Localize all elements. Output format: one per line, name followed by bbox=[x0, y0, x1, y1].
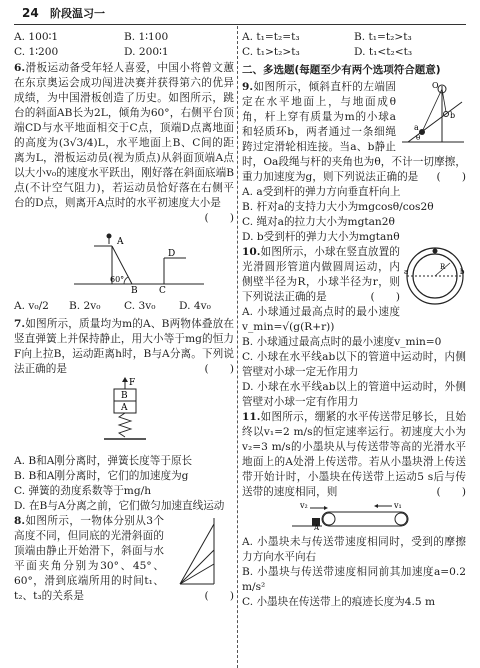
label-b: b bbox=[460, 268, 465, 276]
page-title: 阶段温习一 bbox=[50, 7, 105, 20]
answer-bracket: ( ) bbox=[204, 212, 234, 224]
question-7 bbox=[14, 317, 234, 514]
answer-bracket: ( ) bbox=[436, 486, 466, 498]
option: D. b受到杆的弹力大小为mgtanθ bbox=[242, 231, 400, 243]
question-text: 如图所示，倾斜直杆的左端固定在水平地面上，与地面成θ角，杆上穿有质量为m的小球a和轻质环b，两者通过一条细绳跨过定滑轮相连接。当a、b静止时，Oa段绳与杆的夹角也为θ，不计一切摩擦，重力加速度为g，则下列说法正确的是 bbox=[242, 81, 466, 183]
option: C. 弹簧的劲度系数等于mg/h bbox=[14, 485, 152, 497]
answer-bracket: ( ) bbox=[204, 590, 234, 602]
q8-options bbox=[242, 45, 466, 60]
option: C. 小墨块在传送带上的痕迹长度为4.5 m bbox=[242, 596, 436, 608]
label-R: R bbox=[440, 263, 446, 271]
label-v2: v₂ bbox=[300, 501, 308, 510]
question-number: 10. bbox=[242, 246, 261, 258]
option: C. t₁>t₂>t₃ bbox=[242, 46, 300, 58]
option: A. t₁=t₂=t₃ bbox=[242, 31, 300, 43]
label-C: C bbox=[159, 286, 166, 294]
label-B: B bbox=[121, 391, 128, 401]
question-9 bbox=[242, 80, 466, 245]
option: C. 小球在水平线ab以下的管道中运动时，内侧管壁对小球一定无作用力 bbox=[242, 351, 466, 378]
option: B. t₁=t₂>t₃ bbox=[354, 31, 412, 43]
option: D. 4v₀ bbox=[179, 300, 211, 312]
section-heading: 二、多选题(每题至少有两个选项符合题意) bbox=[242, 64, 441, 76]
left-column bbox=[14, 30, 234, 604]
question-text: 如图所示，绷紧的水平传送带足够长，且始终以v₁=2 m/s的恒定速率运行。初速度大小为v₂=3 m/s的小墨块从与传送带等高的光滑水平地面上的A处滑上传送带。若从小墨块滑上传送带开始计时，小墨块在传送带上运动5 s后与传送带的速度相同，则 bbox=[242, 411, 466, 498]
answer-bracket: ( ) bbox=[436, 171, 466, 183]
label-A: A bbox=[121, 403, 128, 413]
question-10 bbox=[242, 245, 466, 410]
option: C. 1∶200 bbox=[14, 46, 59, 58]
question-text: 如图所示，小球在竖直放置的光滑圆形管道内做圆周运动，内侧壁半径为R，小球半径为r，则下列说法正确的是 bbox=[242, 246, 400, 303]
q5-options bbox=[14, 45, 234, 60]
option: A. 小墨块未与传送带速度相同时，受到的摩擦力方向水平向右 bbox=[242, 536, 466, 563]
label-B: B bbox=[131, 286, 138, 294]
q8-figure bbox=[174, 514, 232, 594]
label-v1: v₁ bbox=[394, 501, 402, 510]
question-6 bbox=[14, 61, 234, 314]
right-column bbox=[242, 30, 466, 610]
q10-figure bbox=[404, 245, 466, 307]
q8-options bbox=[242, 30, 466, 45]
option: C. 绳对a的拉力大小为mgtan2θ bbox=[242, 216, 395, 228]
label-D: D bbox=[168, 249, 176, 259]
label-b: b bbox=[450, 111, 456, 120]
label-a: a bbox=[404, 268, 409, 276]
option: B. 杆对a的支持力大小为mgcosθ/cos2θ bbox=[242, 201, 434, 213]
label-theta: θ bbox=[416, 134, 421, 142]
answer-bracket: ( ) bbox=[370, 291, 400, 303]
question-number: 11. bbox=[242, 411, 261, 423]
option: B. 小球通过最高点时的最小速度v_min=0 bbox=[242, 336, 442, 348]
q7-figure bbox=[14, 377, 234, 449]
question-number: 8. bbox=[14, 515, 26, 527]
label-A: A bbox=[314, 524, 320, 530]
q6-options bbox=[14, 299, 234, 314]
question-text: 如图所示，一物体分别从3个高度不同，但同底的光滑斜面的顶端由静止开始滑下，斜面与水平面夹角分别为30°、45°、60°，滑到底端所用的时间t₁、t₂、t₃的关系是 bbox=[14, 515, 164, 602]
question-number: 7. bbox=[14, 318, 26, 330]
header-rule bbox=[14, 24, 466, 25]
label-angle: 60° bbox=[110, 275, 125, 284]
option: C. 3v₀ bbox=[124, 300, 156, 312]
option: B. B和A刚分离时，它们的加速度为g bbox=[14, 470, 189, 482]
question-number: 9. bbox=[242, 81, 254, 93]
q5-options bbox=[14, 30, 234, 45]
question-11 bbox=[242, 410, 466, 610]
q9-figure bbox=[400, 80, 466, 146]
option: D. 200∶1 bbox=[124, 46, 169, 58]
question-text: 如图所示，质量均为m的A、B两物体叠放在竖直弹簧上并保持静止，用大小等于mg的恒力F向上拉B，运动距离h时，B与A分离。下列说法正确的是 bbox=[14, 318, 234, 375]
label-A: A bbox=[117, 237, 124, 247]
option: D. 在B与A分离之前，它们做匀加速直线运动 bbox=[14, 500, 225, 512]
option: A. B和A刚分离时，弹簧长度等于原长 bbox=[14, 455, 193, 467]
option: B. 2v₀ bbox=[69, 300, 101, 312]
column-divider bbox=[237, 26, 238, 668]
option: A. a受到杆的弹力方向垂直杆向上 bbox=[242, 186, 401, 198]
label-F: F bbox=[129, 378, 136, 388]
question-8 bbox=[14, 514, 234, 604]
page-number: 24 bbox=[22, 6, 39, 20]
page-header bbox=[0, 0, 480, 26]
option: D. t₁<t₂<t₃ bbox=[354, 46, 413, 58]
answer-bracket: ( ) bbox=[204, 363, 234, 375]
label-O: O bbox=[432, 81, 439, 90]
label-a: a bbox=[414, 123, 419, 132]
option: D. 小球在水平线ab以上的管道中运动时，外侧管壁对小球一定有作用力 bbox=[242, 381, 466, 408]
question-text: 滑板运动备受年轻人喜爱，中国小将曾文蕙在东京奥运会成功闯进决赛并获得第六的优异成绩，为中国滑板创造了历史。如图所示，跳台的斜面AB长为2L，倾角为60°，右侧平台顶端CD与水平地面相交于C点，顶端D点离地面的高度为(3√3/4)L，水平地面上B、C间的距离为L，滑板运动员(视为质点)从斜面顶端A点以大小v₀的速度水平跃出，刚好落在斜面底端B点(不计空气阻力)，若运动员恰好落在右侧平台的D点，则离开A点时的水平初速度大小是 bbox=[14, 62, 234, 209]
option: B. 1∶100 bbox=[124, 31, 169, 43]
option: A. 100∶1 bbox=[14, 31, 59, 43]
question-number: 6. bbox=[14, 62, 26, 74]
q11-figure bbox=[242, 500, 466, 530]
option: A. v₀/2 bbox=[14, 300, 49, 312]
option: A. 小球通过最高点时的最小速度v_min=√(g(R+r)) bbox=[242, 306, 400, 333]
q6-figure bbox=[14, 226, 234, 294]
option: B. 小墨块与传送带速度相同前其加速度a=0.2 m/s² bbox=[242, 566, 466, 593]
